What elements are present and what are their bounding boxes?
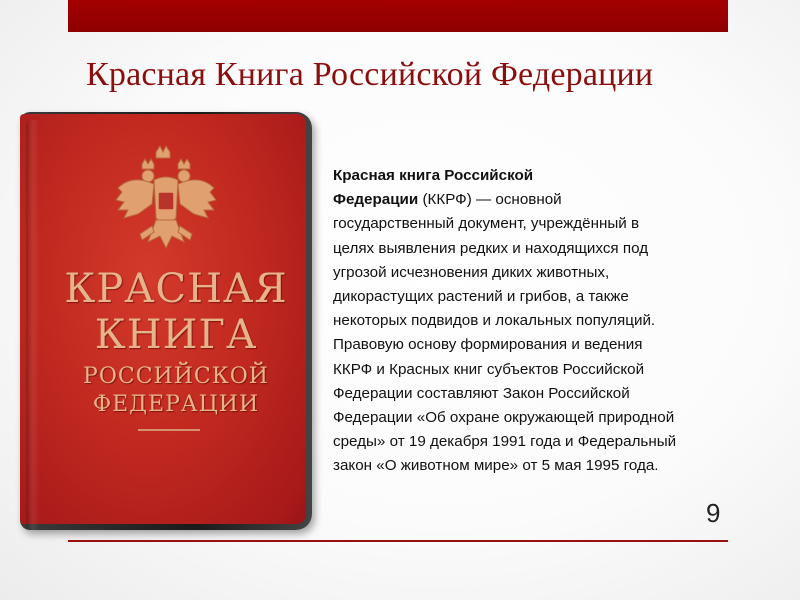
paragraph-line — [333, 261, 753, 285]
paragraph-text: государственный документ, учреждённый в — [333, 215, 640, 233]
description-paragraph — [333, 164, 753, 479]
paragraph-text: Правовую основу формирования и ведения — [333, 336, 643, 354]
paragraph-text: (ККРФ) — основной — [418, 191, 562, 209]
paragraph-line — [333, 430, 753, 454]
slide-title: Красная Книга Российской Федерации — [86, 56, 654, 93]
page-number: 9 — [706, 498, 721, 528]
paragraph-text: Федерации «Об охране окружающей природной — [333, 409, 675, 427]
paragraph-line — [333, 309, 753, 333]
paragraph-line — [333, 188, 753, 212]
paragraph-line — [333, 212, 753, 236]
cover-subtitle-line1: РОССИЙСКОЙ — [83, 364, 269, 389]
paragraph-bold-text: Красная книга Российской — [333, 167, 534, 184]
double-headed-eagle-icon — [112, 144, 220, 262]
bottom-divider — [68, 540, 728, 542]
paragraph-text: дикорастущих растений и грибов, а также — [333, 288, 629, 306]
paragraph-text: закон «О животном мире» от 5 мая 1995 года. — [333, 457, 659, 475]
cover-title-line2: КНИГА — [94, 312, 258, 358]
paragraph-text: ККРФ и Красных книг субъектов Российской — [333, 360, 645, 378]
red-book-image — [14, 108, 316, 532]
paragraph-text: целях выявления редких и находящихся под — [333, 239, 649, 257]
paragraph-text: среды» от 19 декабря 1991 года и Федеральный — [333, 433, 677, 451]
paragraph-text: некоторых подвидов и локальных популяций. — [333, 312, 656, 330]
paragraph-line — [333, 333, 753, 357]
cover-divider — [138, 429, 200, 431]
book-spine — [26, 120, 40, 530]
paragraph-text: угрозой исчезновения диких животных, — [333, 263, 610, 281]
paragraph-line — [333, 406, 753, 430]
paragraph-line — [333, 358, 753, 382]
paragraph-line — [333, 164, 753, 188]
top-accent-bar — [68, 0, 728, 32]
paragraph-line — [333, 454, 753, 478]
book-front-cover — [20, 114, 306, 524]
paragraph-text: Федерации составляют Закон Российской — [333, 384, 630, 402]
paragraph-line — [333, 285, 753, 309]
paragraph-line — [333, 382, 753, 406]
cover-title-line1: КРАСНАЯ — [64, 266, 288, 312]
paragraph-bold-text: Федерации — [333, 191, 419, 209]
paragraph-line — [333, 237, 753, 261]
cover-subtitle-line2: ФЕДЕРАЦИИ — [92, 392, 260, 417]
